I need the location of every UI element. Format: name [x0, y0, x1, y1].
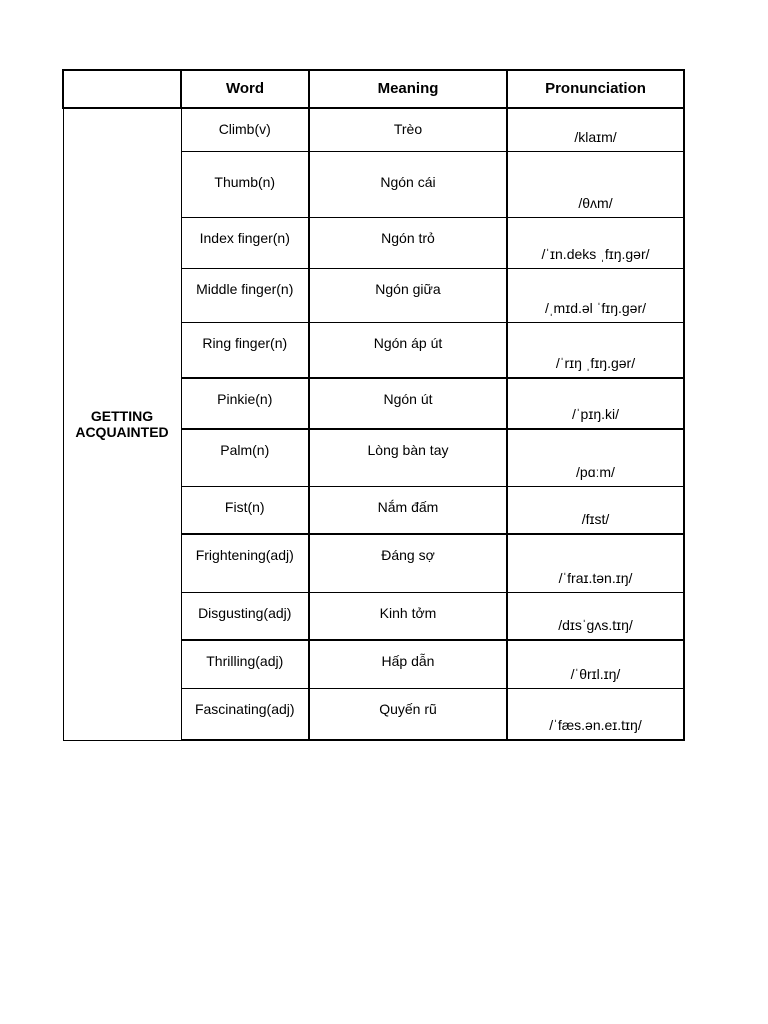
header-word: Word: [181, 70, 309, 108]
word-cell: Climb(v): [181, 108, 309, 151]
vocabulary-sheet: [62, 69, 685, 741]
meaning-cell: Đáng sợ: [309, 534, 507, 592]
word-cell: Middle finger(n): [181, 268, 309, 322]
topic-line-2: ACQUAINTED: [75, 424, 169, 441]
pronunciation-cell: /ˈθrɪl.ɪŋ/: [507, 640, 684, 688]
pronunciation-cell: /ˈpɪŋ.ki/: [507, 378, 684, 429]
meaning-cell: Nắm đấm: [309, 486, 507, 534]
pronunciation-cell: /ˌmɪd.əl ˈfɪŋ.ɡər/: [507, 268, 684, 322]
header-row: [63, 70, 684, 108]
meaning-cell: Ngón áp út: [309, 322, 507, 378]
meaning-cell: Ngón giữa: [309, 268, 507, 322]
word-cell: Index finger(n): [181, 217, 309, 268]
pronunciation-cell: /dɪsˈɡʌs.tɪŋ/: [507, 592, 684, 640]
word-cell: Disgusting(adj): [181, 592, 309, 640]
topic-cell: [63, 108, 181, 740]
pronunciation-cell: /ˈfraɪ.tən.ɪŋ/: [507, 534, 684, 592]
meaning-cell: Hấp dẫn: [309, 640, 507, 688]
pronunciation-cell: /fɪst/: [507, 486, 684, 534]
header-pronunciation: Pronunciation: [507, 70, 684, 108]
meaning-cell: Lòng bàn tay: [309, 429, 507, 486]
word-cell: Pinkie(n): [181, 378, 309, 429]
header-corner-cell: [63, 70, 181, 108]
word-cell: Palm(n): [181, 429, 309, 486]
header-meaning: Meaning: [309, 70, 507, 108]
pronunciation-cell: /θʌm/: [507, 151, 684, 217]
pronunciation-cell: /klaɪm/: [507, 108, 684, 151]
vocabulary-table: [62, 69, 685, 741]
meaning-cell: Ngón trỏ: [309, 217, 507, 268]
word-cell: Ring finger(n): [181, 322, 309, 378]
pronunciation-cell: /ˈɪn.deks ˌfɪŋ.ɡər/: [507, 217, 684, 268]
pronunciation-cell: /ˈfæs.ən.eɪ.tɪŋ/: [507, 688, 684, 740]
word-cell: Thrilling(adj): [181, 640, 309, 688]
word-cell: Thumb(n): [181, 151, 309, 217]
table-row: [63, 108, 684, 151]
vocabulary-rows: [63, 108, 684, 740]
pronunciation-cell: /pɑːm/: [507, 429, 684, 486]
meaning-cell: Trèo: [309, 108, 507, 151]
meaning-cell: Ngón cái: [309, 151, 507, 217]
meaning-cell: Kinh tởm: [309, 592, 507, 640]
meaning-cell: Quyến rũ: [309, 688, 507, 740]
topic-line-1: GETTING: [90, 408, 154, 425]
meaning-cell: Ngón út: [309, 378, 507, 429]
word-cell: Fascinating(adj): [181, 688, 309, 740]
word-cell: Fist(n): [181, 486, 309, 534]
pronunciation-cell: /ˈrɪŋ ˌfɪŋ.ɡər/: [507, 322, 684, 378]
word-cell: Frightening(adj): [181, 534, 309, 592]
